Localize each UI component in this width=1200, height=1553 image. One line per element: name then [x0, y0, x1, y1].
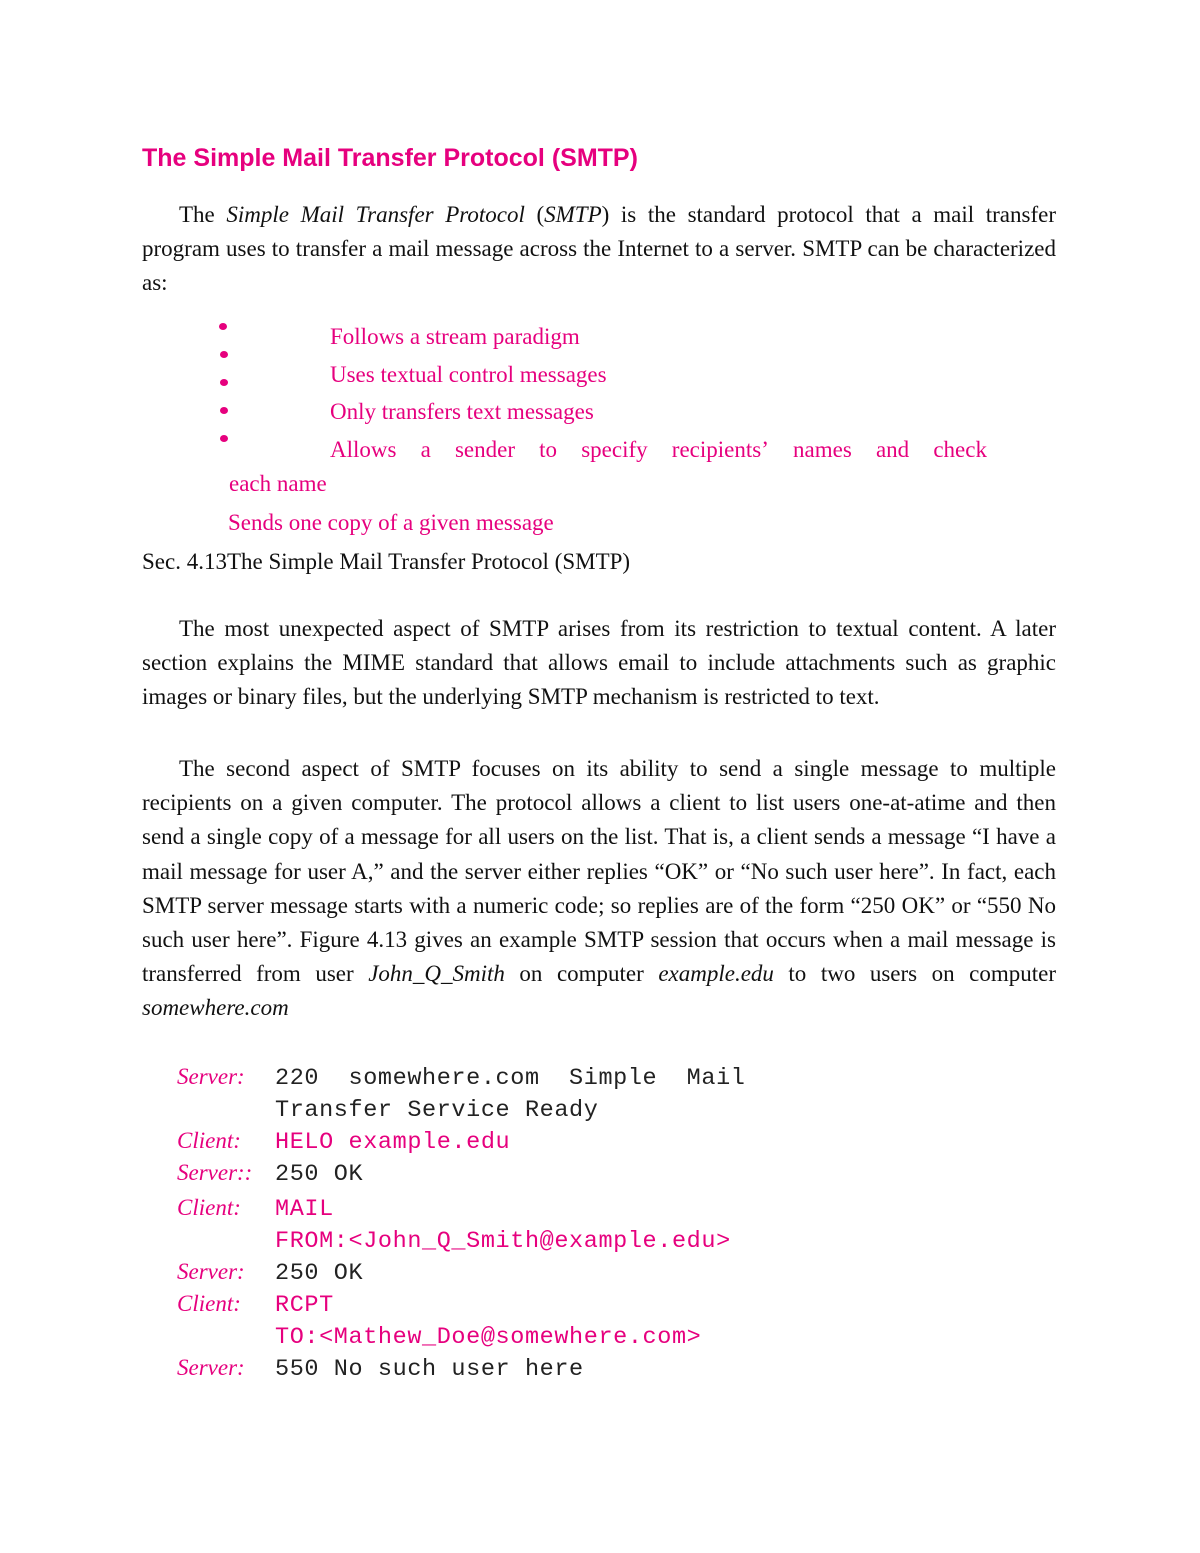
session-text: 250 OK	[275, 1161, 364, 1188]
session-text: 550 No such user here	[275, 1356, 584, 1383]
bullet-item: Only transfers text messages	[330, 399, 594, 424]
speaker-label: Client:	[177, 1195, 241, 1220]
bullet-word: names	[793, 437, 852, 462]
bullet-dot-icon	[219, 323, 227, 330]
bullet-word: sender	[454, 437, 516, 462]
bullet-dot-icon	[220, 435, 228, 442]
section-heading: Sec. 4.13The Simple Mail Transfer Protocol (SMTP)	[142, 549, 631, 574]
session-line	[177, 1258, 363, 1290]
body-paragraph	[142, 752, 1056, 1026]
body-paragraph: The most unexpected aspect of SMTP arises from its restriction to textual content. A later section explains the MIME standard that allows email to include attachments such as graphic images or binary files, but the underlying SMTP mechanism is restricted to text.	[142, 616, 1056, 710]
bullet-word: to	[539, 437, 558, 462]
session-text: 220 somewhere.com Simple Mail	[275, 1065, 746, 1092]
intro-term: Simple Mail Transfer Protocol	[226, 202, 525, 227]
page-title: The Simple Mail Transfer Protocol (SMTP)	[142, 144, 638, 172]
bullet-item-4-continuation: each name	[229, 471, 327, 496]
intro-paragraph	[142, 198, 1056, 301]
session-line	[177, 1290, 334, 1322]
session-line	[177, 1354, 584, 1386]
bullet-word: and	[875, 437, 910, 462]
bullet-word: specify	[581, 437, 648, 462]
bullet-item-4	[330, 435, 987, 465]
intro-abbr: SMTP	[544, 202, 602, 227]
session-line	[177, 1226, 731, 1258]
session-line	[177, 1194, 334, 1226]
session-text: RCPT	[275, 1292, 334, 1319]
speaker-label: Client:	[177, 1128, 241, 1153]
bullet-word: a	[420, 437, 431, 462]
body-text: to two users on computer	[773, 961, 1056, 987]
bullet-item: Follows a stream paradigm	[330, 324, 580, 349]
session-line	[177, 1095, 598, 1127]
session-line	[177, 1063, 745, 1095]
bullet-dot-icon	[220, 379, 228, 386]
body-text: on computer	[504, 961, 659, 987]
intro-text: (	[524, 202, 545, 227]
session-line	[177, 1322, 701, 1354]
speaker-label: Server:	[177, 1064, 245, 1089]
bullet-item: Sends one copy of a given message	[228, 510, 554, 535]
intro-text: The	[179, 202, 227, 227]
speaker-label: Client:	[177, 1291, 241, 1316]
speaker-label: Server:	[177, 1355, 245, 1380]
bullet-word: Allows	[330, 437, 397, 462]
session-text: TO:<Mathew_Doe@somewhere.com>	[275, 1324, 702, 1351]
intro-text: ) is the standard protocol that a mail transfer program uses to transfer a mail message across the Internet to a server. SMTP can be characterized as:	[142, 202, 1056, 296]
session-line	[177, 1127, 510, 1159]
bullet-dot-icon	[220, 407, 228, 414]
speaker-label: Server::	[177, 1160, 253, 1185]
bullet-word: check	[933, 437, 987, 462]
body-text: The second aspect of SMTP focuses on its ability to send a single message to multiple recipients on a given computer. The protocol allows a client to list users one-at-atime and then send a single copy of a message for all users on the list. That is, a client sends a message “I have a mail message for user A,” and the server either replies “OK” or “No such user here”. In fact, each SMTP server message starts with a numeric code; so replies are of the form “250 OK” or “550 No such user here”. Figure 4.13 gives an example SMTP session that occurs when a mail message is transferred from user	[142, 756, 1056, 987]
user-name: John_Q_Smith	[368, 961, 505, 987]
bullet-item: Uses textual control messages	[330, 362, 607, 387]
host-name: example.edu	[658, 961, 774, 987]
session-line	[177, 1159, 363, 1191]
session-text: HELO example.edu	[275, 1129, 511, 1156]
speaker-label: Server:	[177, 1259, 245, 1284]
session-text: 250 OK	[275, 1260, 364, 1287]
session-text: Transfer Service Ready	[275, 1097, 599, 1124]
session-text: MAIL	[275, 1196, 334, 1223]
session-text: FROM:<John_Q_Smith@example.edu>	[275, 1228, 731, 1255]
bullet-dot-icon	[220, 351, 228, 358]
host-name: somewhere.com	[142, 995, 289, 1021]
bullet-word: recipients’	[671, 437, 769, 462]
